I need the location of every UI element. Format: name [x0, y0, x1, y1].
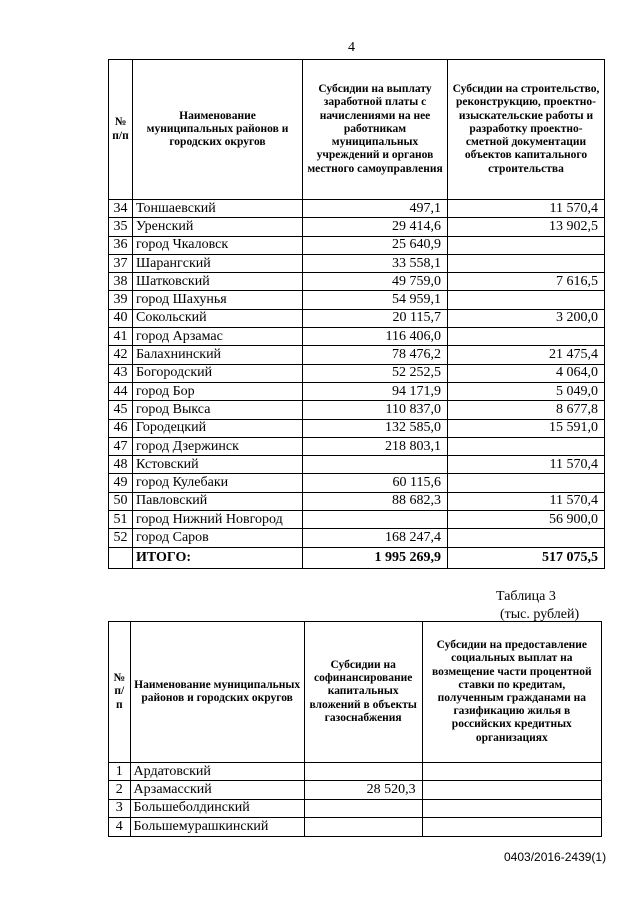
row-salary-value: 60 115,6	[303, 474, 448, 492]
row-municipality: город Выкса	[133, 401, 303, 419]
row-number: 43	[109, 364, 133, 382]
row-number: 38	[109, 273, 133, 291]
row-salary-value: 88 682,3	[303, 492, 448, 510]
header-construction-subsidy: Субсидии на строительство, реконструкцию, проектно-изыскательские работы и разработку проектно-сметной документации объектов капитального строительства	[448, 60, 605, 200]
row-number: 2	[109, 781, 131, 799]
row-municipality: Уренский	[133, 218, 303, 236]
row-gas-value: 28 520,3	[304, 781, 422, 799]
row-municipality: город Чкаловск	[133, 236, 303, 254]
row-salary-value: 25 640,9	[303, 236, 448, 254]
row-construction-value: 21 475,4	[448, 346, 605, 364]
row-number: 3	[109, 799, 131, 817]
table3-title: Таблица 3	[496, 589, 556, 604]
row-social-value	[422, 763, 601, 781]
table-row	[109, 474, 605, 492]
row-municipality: Богородский	[133, 364, 303, 382]
table-row	[109, 364, 605, 382]
row-number: 48	[109, 456, 133, 474]
header-num: № п/п	[109, 60, 133, 200]
table-header-row	[109, 622, 602, 763]
table-row	[109, 291, 605, 309]
row-number: 35	[109, 218, 133, 236]
row-social-value	[422, 818, 601, 836]
row-salary-value: 49 759,0	[303, 273, 448, 291]
row-salary-value: 116 406,0	[303, 328, 448, 346]
header-name: Наименование муниципальных районов и городских округов	[133, 60, 303, 200]
row-municipality: Большемурашкинский	[130, 818, 304, 836]
row-construction-value	[448, 437, 605, 455]
page-number: 4	[348, 40, 355, 55]
row-social-value	[422, 799, 601, 817]
row-salary-value: 497,1	[303, 200, 448, 218]
row-municipality: Городецкий	[133, 419, 303, 437]
subsidy-table-3	[108, 621, 602, 837]
row-number: 4	[109, 818, 131, 836]
row-salary-value: 33 558,1	[303, 254, 448, 272]
row-municipality: Кстовский	[133, 456, 303, 474]
table-row	[109, 419, 605, 437]
row-number: 45	[109, 401, 133, 419]
row-number: 41	[109, 328, 133, 346]
row-salary-value	[303, 456, 448, 474]
row-construction-value: 15 591,0	[448, 419, 605, 437]
table-row	[109, 254, 605, 272]
row-gas-value	[304, 818, 422, 836]
row-municipality: Большеболдинский	[130, 799, 304, 817]
header-num: № п/п	[109, 622, 131, 763]
row-number: 34	[109, 200, 133, 218]
row-number: 52	[109, 529, 133, 547]
row-construction-value	[448, 529, 605, 547]
row-municipality: город Бор	[133, 382, 303, 400]
row-municipality: город Саров	[133, 529, 303, 547]
row-municipality: Арзамасский	[130, 781, 304, 799]
row-construction-value: 13 902,5	[448, 218, 605, 236]
table-row	[109, 382, 605, 400]
row-number: 36	[109, 236, 133, 254]
row-municipality: город Нижний Новгород	[133, 511, 303, 529]
row-number: 37	[109, 254, 133, 272]
row-construction-value	[448, 328, 605, 346]
table-row	[109, 309, 605, 327]
row-salary-value: 218 803,1	[303, 437, 448, 455]
table-row	[109, 328, 605, 346]
table-row	[109, 401, 605, 419]
row-gas-value	[304, 763, 422, 781]
row-construction-value	[448, 254, 605, 272]
row-salary-value: 20 115,7	[303, 309, 448, 327]
row-salary-value: 78 476,2	[303, 346, 448, 364]
row-municipality: Сокольский	[133, 309, 303, 327]
document-code: 0403/2016-2439(1)	[504, 850, 607, 864]
row-municipality: Шатковский	[133, 273, 303, 291]
row-construction-value	[448, 291, 605, 309]
header-salary-subsidy: Субсидии на выплату заработной платы с начислениями на нее работникам муниципальных учреждений и органов местного самоуправления	[303, 60, 448, 200]
row-salary-value: 94 171,9	[303, 382, 448, 400]
row-salary-value: 132 585,0	[303, 419, 448, 437]
table-row	[109, 456, 605, 474]
table-row	[109, 799, 602, 817]
row-municipality: город Шахунья	[133, 291, 303, 309]
total-construction-value: 517 075,5	[448, 547, 605, 568]
row-municipality: город Арзамас	[133, 328, 303, 346]
table-row	[109, 218, 605, 236]
row-number: 50	[109, 492, 133, 510]
table-row	[109, 818, 602, 836]
subsidy-table-top	[108, 59, 605, 569]
row-municipality: Павловский	[133, 492, 303, 510]
table-row	[109, 273, 605, 291]
row-social-value	[422, 781, 601, 799]
row-municipality: Ардатовский	[130, 763, 304, 781]
row-salary-value: 29 414,6	[303, 218, 448, 236]
row-municipality: город Дзержинск	[133, 437, 303, 455]
total-label: ИТОГО:	[133, 547, 303, 568]
header-gas-subsidy: Субсидии на софинансирование капитальных вложений в объекты газоснабжения	[304, 622, 422, 763]
row-municipality: Шарангский	[133, 254, 303, 272]
table-row	[109, 200, 605, 218]
table-row	[109, 437, 605, 455]
row-municipality: город Кулебаки	[133, 474, 303, 492]
table-row	[109, 781, 602, 799]
row-construction-value: 7 616,5	[448, 273, 605, 291]
table-row	[109, 511, 605, 529]
row-construction-value: 8 677,8	[448, 401, 605, 419]
row-construction-value: 11 570,4	[448, 456, 605, 474]
row-number: 51	[109, 511, 133, 529]
row-number: 47	[109, 437, 133, 455]
row-construction-value	[448, 236, 605, 254]
row-number: 42	[109, 346, 133, 364]
row-construction-value: 5 049,0	[448, 382, 605, 400]
total-num-cell	[109, 547, 133, 568]
row-number: 44	[109, 382, 133, 400]
row-number: 39	[109, 291, 133, 309]
row-salary-value: 52 252,5	[303, 364, 448, 382]
table-row	[109, 763, 602, 781]
row-construction-value	[448, 474, 605, 492]
table3-units: (тыс. рублей)	[500, 607, 580, 622]
row-salary-value: 54 959,1	[303, 291, 448, 309]
row-construction-value: 11 570,4	[448, 492, 605, 510]
row-municipality: Тоншаевский	[133, 200, 303, 218]
total-salary-value: 1 995 269,9	[303, 547, 448, 568]
row-salary-value	[303, 511, 448, 529]
row-number: 46	[109, 419, 133, 437]
table-row	[109, 346, 605, 364]
table3-caption	[496, 588, 579, 624]
row-number: 49	[109, 474, 133, 492]
row-municipality: Балахнинский	[133, 346, 303, 364]
header-social-payments-subsidy: Субсидии на предоставление социальных выплат на возмещение части процентной ставки по кредитам, полученным гражданами на газификацию жилья в российских кредитных организациях	[422, 622, 601, 763]
table-row	[109, 492, 605, 510]
table-header-row	[109, 60, 605, 200]
row-number: 40	[109, 309, 133, 327]
row-salary-value: 168 247,4	[303, 529, 448, 547]
row-salary-value: 110 837,0	[303, 401, 448, 419]
row-construction-value: 3 200,0	[448, 309, 605, 327]
header-name: Наименование муниципальных районов и городских округов	[130, 622, 304, 763]
row-number: 1	[109, 763, 131, 781]
total-row	[109, 547, 605, 568]
table-row	[109, 529, 605, 547]
row-gas-value	[304, 799, 422, 817]
row-construction-value: 11 570,4	[448, 200, 605, 218]
row-construction-value: 4 064,0	[448, 364, 605, 382]
table-row	[109, 236, 605, 254]
row-construction-value: 56 900,0	[448, 511, 605, 529]
